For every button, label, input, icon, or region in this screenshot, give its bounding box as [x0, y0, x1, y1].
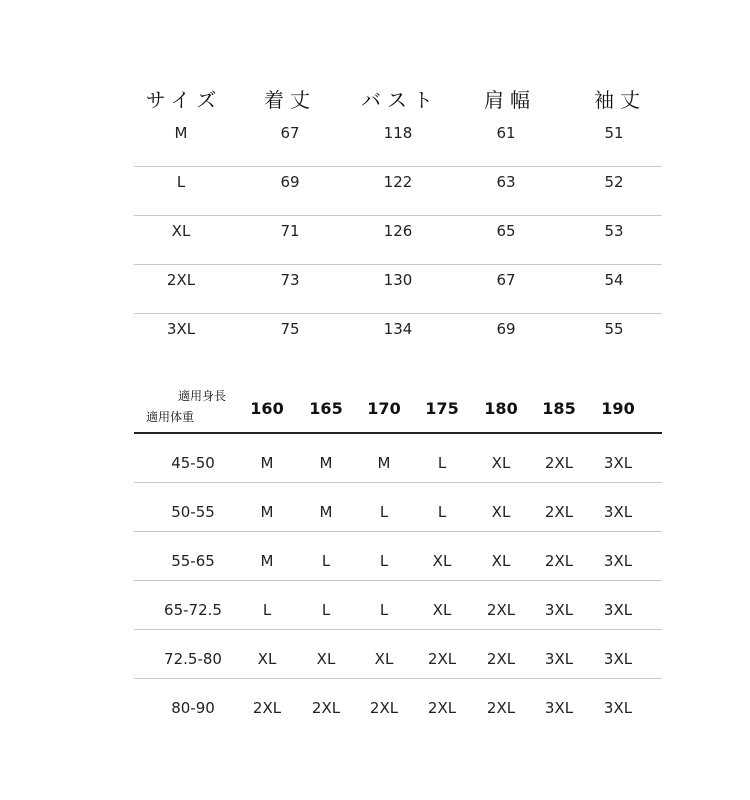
size-cell: L — [176, 173, 186, 191]
size-cell: XL — [491, 454, 511, 472]
length-cell: 73 — [280, 271, 300, 289]
size-table-row — [134, 216, 662, 265]
length-cell: 71 — [280, 222, 300, 240]
height-header: 165 — [309, 399, 343, 418]
height-header: 175 — [425, 399, 459, 418]
size-cell: 3XL — [603, 601, 633, 619]
length-cell: 69 — [280, 173, 300, 191]
bust-cell: 122 — [383, 173, 413, 191]
size-cell: L — [379, 601, 389, 619]
size-cell: 3XL — [603, 552, 633, 570]
shoulder-cell: 69 — [496, 320, 516, 338]
size-cell: 3XL — [603, 650, 633, 668]
size-cell: XL — [374, 650, 394, 668]
size-cell: 2XL — [166, 271, 196, 289]
bust-cell: 126 — [383, 222, 413, 240]
size-table-header — [134, 78, 662, 118]
header-shoulder: 肩幅 — [484, 88, 536, 112]
fit-table-row — [134, 630, 662, 679]
size-cell: 2XL — [544, 454, 574, 472]
height-weight-size-chart — [134, 384, 662, 727]
height-header: 170 — [367, 399, 401, 418]
fit-table-row — [134, 679, 662, 727]
size-cell: L — [321, 601, 331, 619]
length-cell: 75 — [280, 320, 300, 338]
size-cell: L — [437, 454, 447, 472]
size-cell: XL — [491, 552, 511, 570]
weight-cell: 72.5-80 — [164, 650, 222, 668]
bust-cell: 134 — [383, 320, 413, 338]
fit-table-header — [134, 384, 662, 434]
sleeve-cell: 53 — [604, 222, 624, 240]
size-table-row — [134, 167, 662, 216]
size-cell: 3XL — [544, 601, 574, 619]
size-cell: 2XL — [369, 699, 399, 717]
height-corner-label: 適用身長 — [178, 389, 227, 403]
fit-table-row — [134, 581, 662, 630]
size-cell: M — [174, 124, 188, 142]
size-cell: L — [379, 503, 389, 521]
sleeve-cell: 52 — [604, 173, 624, 191]
size-cell: L — [379, 552, 389, 570]
height-header: 190 — [601, 399, 635, 418]
size-cell: XL — [257, 650, 277, 668]
size-cell: M — [319, 454, 333, 472]
shoulder-cell: 63 — [496, 173, 516, 191]
height-header: 180 — [484, 399, 518, 418]
size-cell: 3XL — [544, 650, 574, 668]
header-size: サイズ — [145, 88, 223, 112]
fit-table-row — [134, 434, 662, 483]
size-cell: XL — [432, 552, 452, 570]
header-bust: バスト — [361, 88, 439, 112]
bust-cell: 118 — [383, 124, 413, 142]
size-cell: L — [321, 552, 331, 570]
size-cell: 2XL — [544, 503, 574, 521]
sleeve-cell: 55 — [604, 320, 624, 338]
size-cell: 2XL — [486, 699, 516, 717]
size-cell: XL — [171, 222, 191, 240]
size-cell: 2XL — [486, 601, 516, 619]
height-header: 160 — [250, 399, 284, 418]
size-cell: 3XL — [544, 699, 574, 717]
shoulder-cell: 67 — [496, 271, 516, 289]
size-cell: 2XL — [427, 650, 457, 668]
size-cell: 2XL — [427, 699, 457, 717]
size-cell: 2XL — [252, 699, 282, 717]
length-cell: 67 — [280, 124, 300, 142]
weight-cell: 45-50 — [171, 454, 215, 472]
weight-corner-label: 適用体重 — [146, 410, 195, 424]
size-cell: 3XL — [603, 503, 633, 521]
size-cell: 2XL — [544, 552, 574, 570]
size-cell: XL — [432, 601, 452, 619]
size-cell: M — [319, 503, 333, 521]
size-cell: M — [260, 503, 274, 521]
size-cell: L — [437, 503, 447, 521]
header-length: 着丈 — [264, 88, 316, 112]
size-cell: M — [260, 454, 274, 472]
size-cell: 2XL — [486, 650, 516, 668]
weight-cell: 65-72.5 — [164, 601, 222, 619]
weight-cell: 50-55 — [171, 503, 215, 521]
shoulder-cell: 61 — [496, 124, 516, 142]
size-cell: 2XL — [311, 699, 341, 717]
size-measurement-table — [134, 78, 662, 362]
sleeve-cell: 51 — [604, 124, 624, 142]
weight-cell: 55-65 — [171, 552, 215, 570]
size-cell: 3XL — [166, 320, 196, 338]
size-cell: M — [260, 552, 274, 570]
bust-cell: 130 — [383, 271, 413, 289]
shoulder-cell: 65 — [496, 222, 516, 240]
height-header: 185 — [542, 399, 576, 418]
size-table-row — [134, 118, 662, 167]
size-cell: XL — [316, 650, 336, 668]
sleeve-cell: 54 — [604, 271, 624, 289]
size-cell: L — [262, 601, 272, 619]
fit-table-row — [134, 532, 662, 581]
fit-table-row — [134, 483, 662, 532]
size-cell: XL — [491, 503, 511, 521]
size-table-row — [134, 314, 662, 362]
header-sleeve: 袖丈 — [594, 88, 646, 112]
size-cell: 3XL — [603, 699, 633, 717]
size-cell: M — [377, 454, 391, 472]
size-cell: 3XL — [603, 454, 633, 472]
weight-cell: 80-90 — [171, 699, 215, 717]
size-table-row — [134, 265, 662, 314]
